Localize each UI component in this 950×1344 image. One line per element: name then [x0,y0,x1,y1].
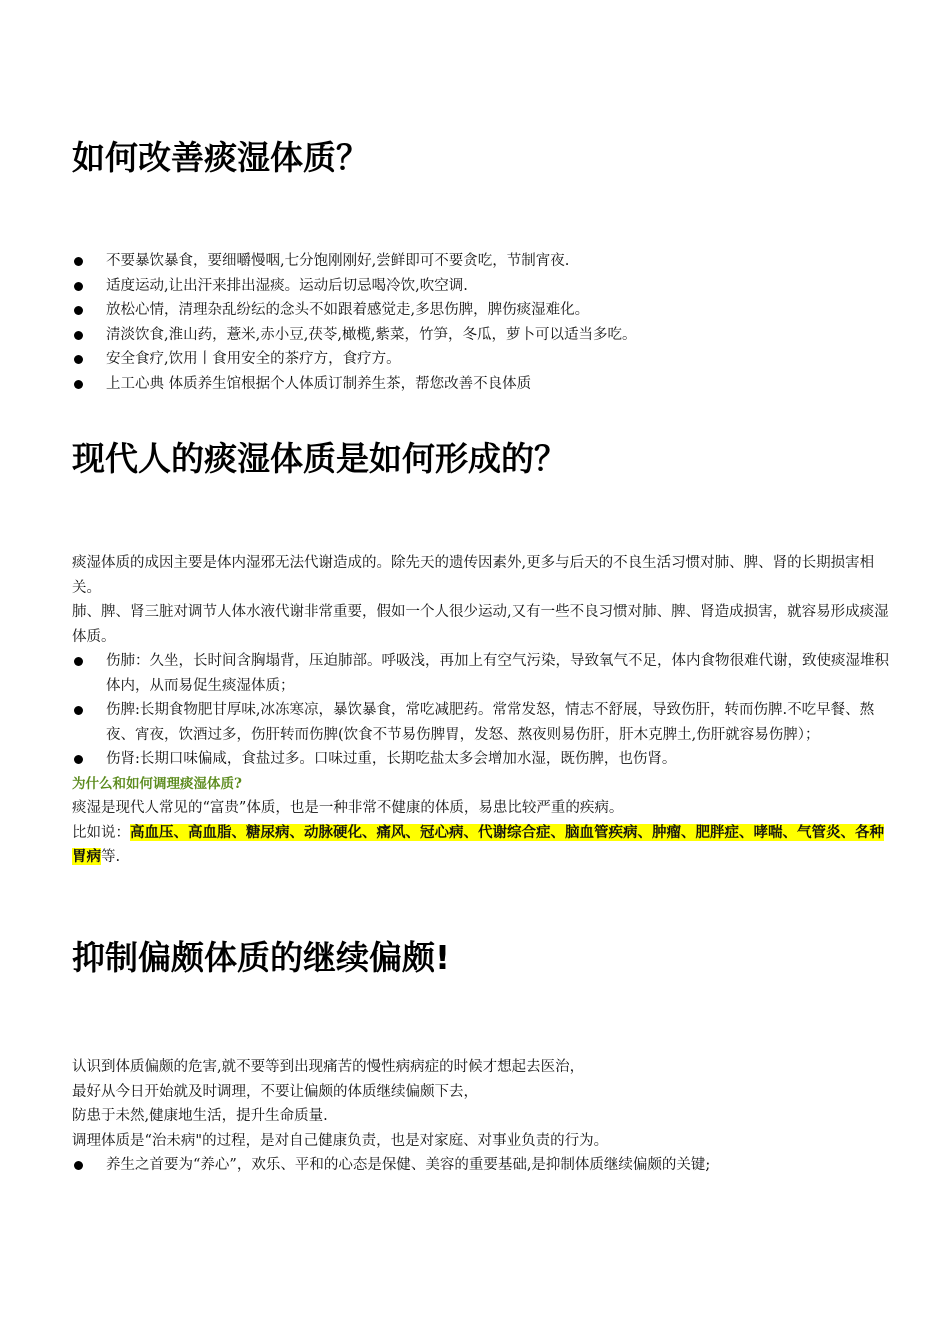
bullet-icon [74,1161,83,1170]
paragraph: 防患于未然,健康地生活，提升生命质量. [72,1108,328,1124]
list-item: 不要暴饮暴食，要细嚼慢咽,七分饱刚刚好,尝鲜即可不要贪吃，节制宵夜. [72,249,892,274]
section-3-bullet-list [72,1153,892,1178]
paragraph: 痰湿是现代人常见的“富贵”体质，也是一种非常不健康的体质，易患比较严重的疾病。 [72,800,624,816]
section-2-title: 现代人的痰湿体质是如何形成的？ [72,439,567,478]
paragraph: 痰湿体质的成因主要是体内湿邪无法代谢造成的。除先天的遗传因素外,更多与后天的不良生活习惯对肺、脾、肾的长期损害相关。 [72,555,875,596]
paragraph: 调理体质是“治未病"的过程，是对自己健康负责，也是对家庭、对事业负责的行为。 [72,1132,609,1149]
section-2-bullet-list [72,649,892,772]
highlighted-disease-list: 高血压、高血脂、糖尿病、动脉硬化、痛风、冠心病、代谢综合症、脑血管疾病、肿瘤、肥胖症、哮喘、气管炎、各种胃病 [72,823,884,865]
subheading: 为什么和如何调理痰湿体质? [72,775,242,792]
list-item: 清淡饮食,淮山药，薏米,赤小豆,茯苓,橄榄,紫菜，竹笋，冬瓜，萝卜可以适当多吃。 [72,323,892,348]
section-3-title: 抑制偏颇体质的继续偏颇! [72,938,451,977]
section-3-body [72,1055,892,1178]
bullet-icon [74,380,83,389]
list-item: 适度运动,让出汗来排出湿痰。运动后切忌喝冷饮,吹空调. [72,274,892,299]
paragraph: 最好从今日开始就及时调理，不要让偏颇的体质继续偏颇下去， [72,1083,478,1100]
section-2-body [72,551,892,870]
list-item: 伤脾:长期食物肥甘厚味,冰冻寒凉，暴饮暴食，常吃减肥药。常常发怒，情志不舒展，导致伤肝，转而伤脾.不吃早餐、熬夜、宵夜，饮酒过多，伤肝转而伤脾(饮食不节易伤脾胃，发怒、熬夜则易伤肝，肝木克脾土,伤肝就容易伤脾）； [72,698,892,747]
list-item: 伤肺：久坐，长时间含胸塌背，压迫肺部。呼吸浅，再加上有空气污染，导致氧气不足，体内食物很难代谢，致使痰湿堆积体内，从而易促生痰湿体质； [72,649,892,698]
list-item: 伤肾:长期口味偏咸，食盐过多。口味过重，长期吃盐太多会增加水湿，既伤脾，也伤肾。 [72,747,892,772]
bullet-icon [74,706,83,715]
list-item: 上工心典 体质养生馆根据个人体质订制养生茶，帮您改善不良体质 [72,372,892,397]
section-1-title: 如何改善痰湿体质？ [72,138,369,177]
bullet-icon [74,331,83,340]
list-item: 放松心情，清理杂乱纷纭的念头不如跟着感觉走,多思伤脾，脾伤痰湿难化。 [72,298,892,323]
section-1-list-block [72,249,892,396]
bullet-icon [74,282,83,291]
bullet-icon [74,257,83,266]
paragraph: 肺、脾、肾三脏对调节人体水液代谢非常重要，假如一个人很少运动,又有一些不良习惯对肺、脾、肾造成损害，就容易形成痰湿体质。 [72,604,889,645]
list-item: 养生之首要为“养心”，欢乐、平和的心态是保健、美容的重要基础,是抑制体质继续偏颇的关键; [72,1153,892,1178]
paragraph: 认识到体质偏颇的危害,就不要等到出现痛苦的慢性病病症的时候才想起去医治， [72,1059,585,1075]
bullet-icon [74,355,83,364]
section-1-bullet-list [72,249,892,396]
list-item: 安全食疗,饮用丨食用安全的茶疗方，食疗方。 [72,347,892,372]
bullet-icon [74,755,83,764]
bullet-icon [74,657,83,666]
example-paragraph: 比如说：高血压、高血脂、糖尿病、动脉硬化、痛风、冠心病、代谢综合症、脑血管疾病、肿瘤、肥胖症、哮喘、气管炎、各种胃病等. [72,823,884,865]
bullet-icon [74,306,83,315]
